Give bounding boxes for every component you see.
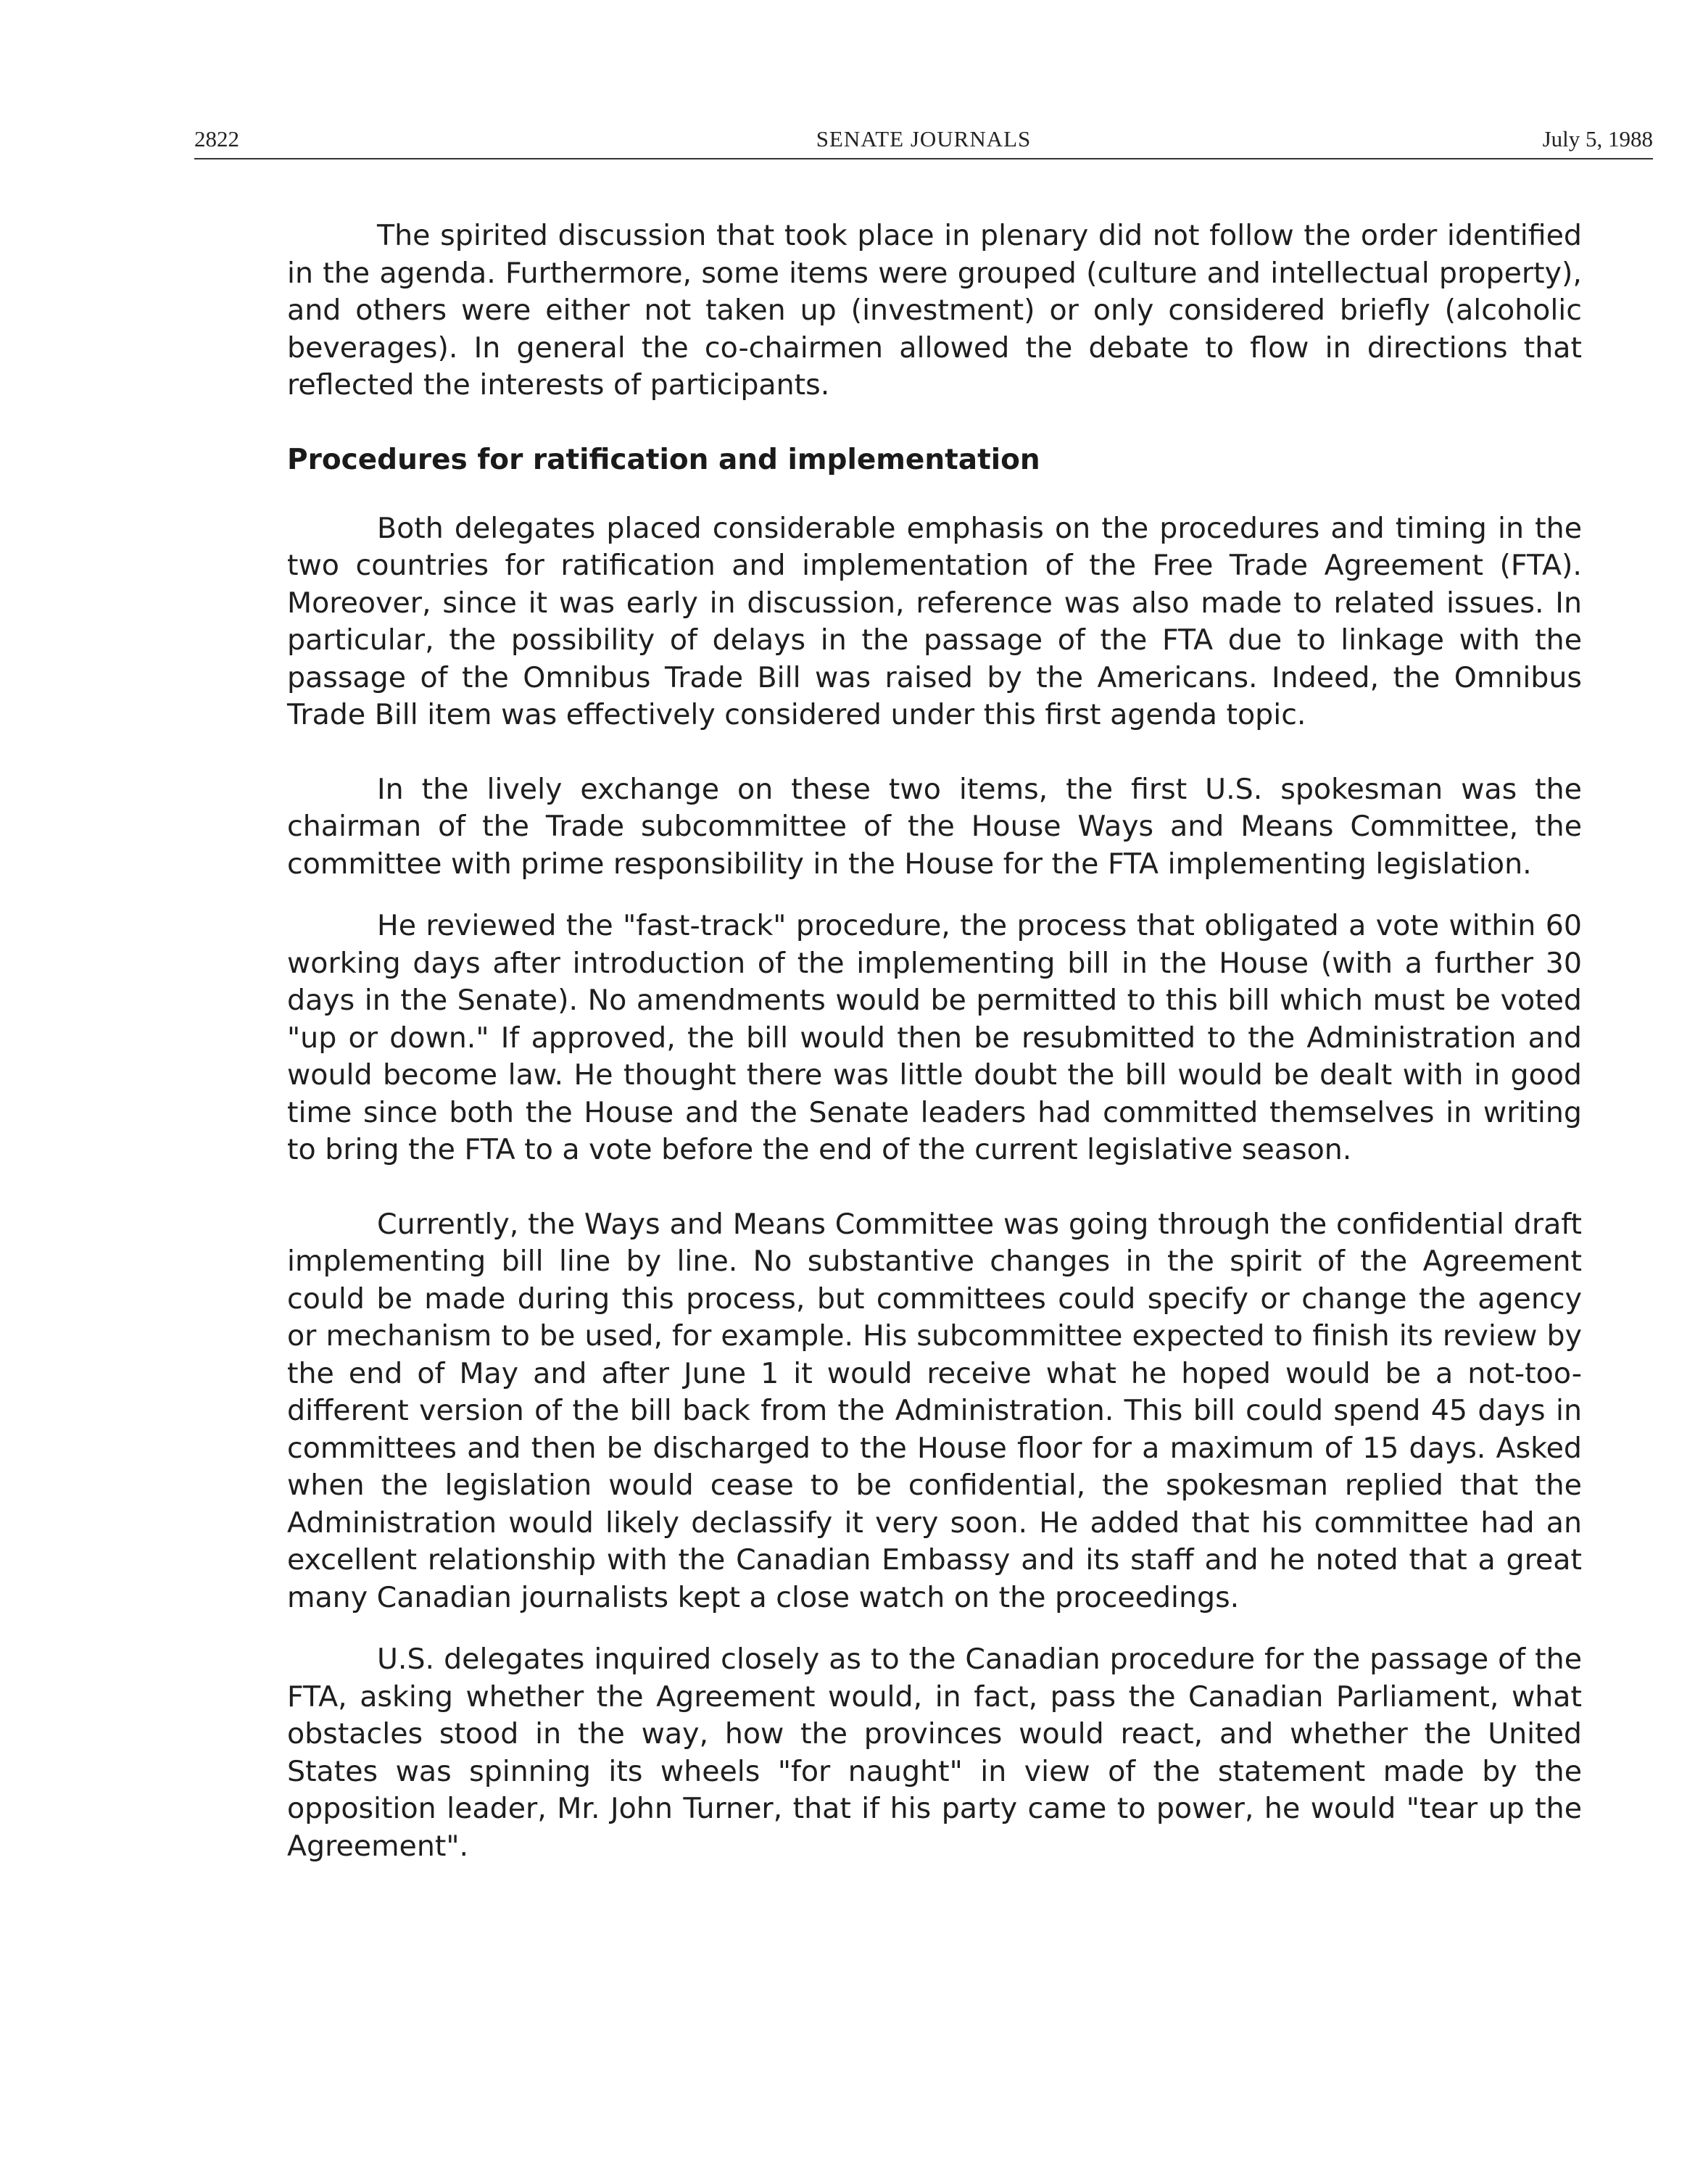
document-body [287,217,1582,1902]
paragraph-canadian-procedure: U.S. delegates inquired closely as to the Canadian procedure for the passage of the FTA, asking whether the Agreement would, in fact, pass the Canadian Parliament, what obstacles stood in the way, how the provinces would react, and whether the United States was spinning its wheels "for naught" in view of the statement made by the opposition leader, Mr. John Turner, that if his party came to power, he would "tear up the Agreement". [287,1643,1582,1863]
running-header [194,122,1653,158]
header-rule [194,158,1653,159]
page-number: 2822 [194,126,239,151]
paragraph-procedures-emphasis: Both delegates placed considerable emphasis on the procedures and timing in the two countries for ratification and implementation of the Free Trade Agreement (FTA). Moreover, since it was early in discussion, reference was also made to related issues. In particular, the possibility of delays in the passage of the FTA due to linkage with the passage of the Omnibus Trade Bill was raised by the Americans. Indeed, the Omnibus Trade Bill item was effectively considered under this first agenda topic. [287,511,1582,731]
paragraph-fast-track: He reviewed the "fast-track" procedure, the process that obligated a vote within 60 working days after introduction of the implementing bill in the House (with a further 30 days in the Senate). No amendments would be permitted to this bill which must be voted "up or down." If approved, the bill would then be resubmitted to the Administration and would become law. He thought there was little doubt the bill would be dealt with in good time since both the House and the Senate leaders had committed themselves in writing to bring the FTA to a vote before the end of the current legislative season. [287,909,1582,1166]
paragraph-lively-exchange: In the lively exchange on these two items, the first U.S. spokesman was the chairman of the Trade subcommittee of the House Ways and Means Committee, the committee with prime responsibility in the House for the FTA implementing legislation. [287,772,1582,881]
journal-title: SENATE JOURNALS [816,126,1032,151]
paragraph-ways-and-means: Currently, the Ways and Means Committee was going through the confidential draft implementing bill line by line. No substantive changes in the spirit of the Agreement could be made during this process, but committees could specify or change the agency or mechanism to be used, for example. His subcommittee expected to finish its review by the end of May and after June 1 it would receive what he hoped would be a not-too-different version of the bill back from the Administration. This bill could spend 45 days in committees and then be discharged to the House floor for a maximum of 15 days. Asked when the legislation would cease to be confidential, the spokesman replied that the Administration would likely declassify it very soon. He added that his committee had an excellent relationship with the Canadian Embassy and its staff and he noted that a great many Canadian journalists kept a close watch on the proceedings. [287,1207,1582,1614]
header-date: July 5, 1988 [1542,126,1653,151]
paragraph-plenary-discussion: The spirited discussion that took place in plenary did not follow the order identified in the agenda. Furthermore, some items were grouped (culture and intellectual property), and others were either not taken up (investment) or only considered briefly (alcoholic beverages). In general the co-chairmen allowed the debate to flow in directions that reflected the interests of participants. [287,219,1582,402]
section-heading: Procedures for ratification and implementation [287,443,1040,476]
